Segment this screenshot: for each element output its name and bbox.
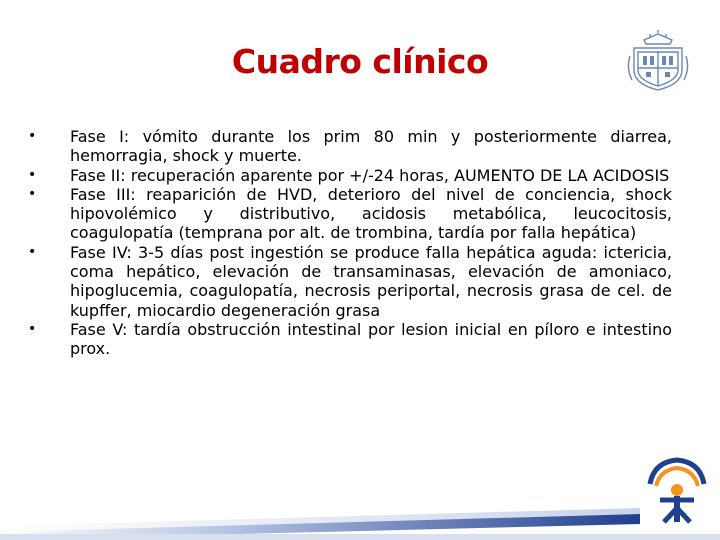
slide-title: Cuadro clínico — [231, 42, 489, 81]
bullet-dot: • — [28, 166, 37, 183]
institution-logo-icon — [646, 456, 708, 524]
bullet-text: Fase II: recuperación aparente por +/-24 horas, AUMENTO DE LA ACIDOSIS — [70, 165, 670, 185]
bullet-text: Fase III: reaparición de HVD, deterioro del nivel de conciencia, shock hipovolémico y distributivo, acidosis metabólica, leucocitosis, coagulopatía (temprana por alt. de trombina, tardía por falla hepática) — [70, 184, 672, 243]
footer-swoosh — [0, 448, 720, 540]
bullet-text: Fase I: vómito durante los prim 80 min y posteriormente diarrea, hemorragia, shock y muerte. — [70, 127, 672, 166]
bullet-text: Fase V: tardía obstrucción intestinal por lesion inicial en píloro e intestino prox. — [70, 319, 672, 359]
bullet-dot: • — [28, 243, 37, 260]
bullet-list — [28, 127, 672, 359]
bullet-dot: • — [28, 128, 37, 144]
bullet-text: Fase IV: 3-5 días post ingestión se produce falla hepática aguda: ictericia, coma hepático, elevación de transaminasas, elevación de amoniaco, hipoglucemia, coagulopatía, necrosis periportal, necrosis grasa de cel. de kupffer, miocardio degeneración grasa — [70, 242, 672, 320]
bullet-item — [28, 166, 672, 185]
university-crest-icon — [626, 30, 690, 92]
bullet-item — [28, 185, 672, 243]
bullet-item — [28, 243, 672, 320]
bullet-dot: • — [28, 185, 37, 202]
bullet-dot: • — [28, 320, 37, 337]
bullet-item — [28, 127, 672, 166]
bullet-item — [28, 320, 672, 359]
